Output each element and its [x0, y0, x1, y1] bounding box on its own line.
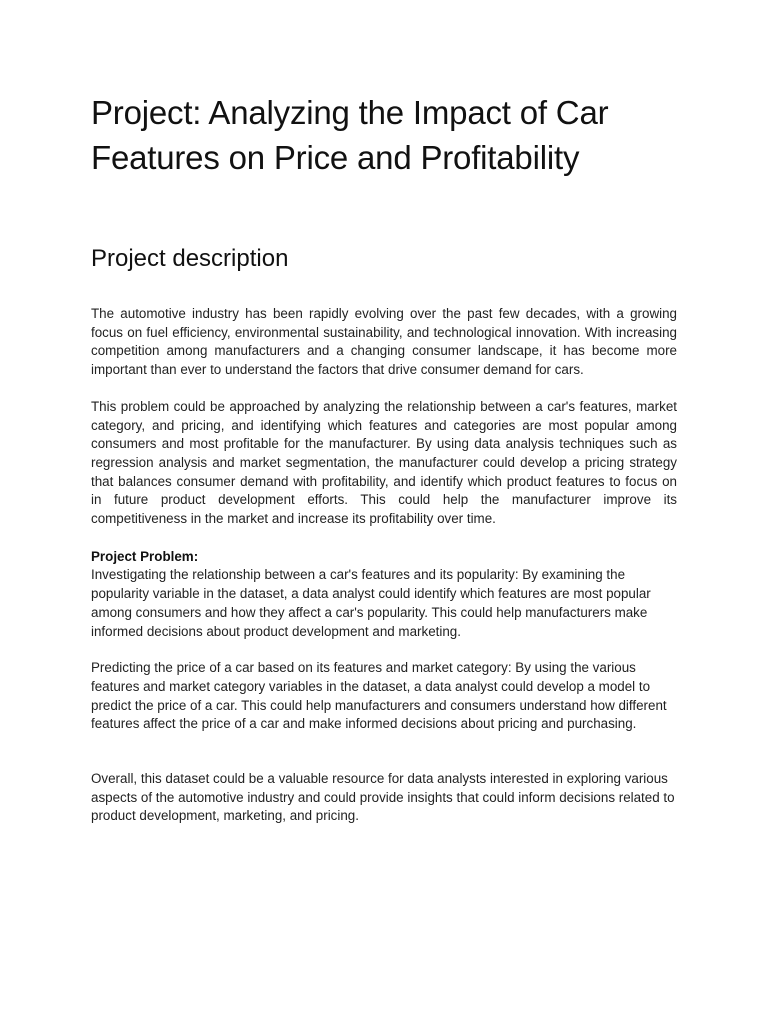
- paragraph-problem-popularity: Investigating the relationship between a car's features and its popularity: By examining the popularity variable in the dataset, a data analyst could identify which features are most popular among consumers and how they affect a car's popularity. This could help manufacturers make informed decisions about product development and marketing.: [91, 567, 651, 639]
- paragraph-intro: The automotive industry has been rapidly evolving over the past few decades, with a growing focus on fuel efficiency, environmental sustainability, and technological innovation. With increasing competition among manufacturers and a changing consumer landscape, it has become more important than ever to understand the factors that drive consumer demand for cars.: [91, 306, 677, 378]
- paragraph-problem-price: Predicting the price of a car based on its features and market category: By using the various features and market category variables in the dataset, a data analyst could develop a model to predict the price of a car. This could help manufacturers and consumers understand how different features affect the price of a car and make informed decisions about pricing and purchasing.: [91, 660, 667, 732]
- paragraph-overall: Overall, this dataset could be a valuable resource for data analysts interested in exploring various aspects of the automotive industry and could provide insights that could inform decisions related to product development, marketing, and pricing.: [91, 771, 675, 824]
- paragraph-approach: This problem could be approached by analyzing the relationship between a car's features, market category, and pricing, and identifying which features and categories are most popular among consumers and most profitable for the manufacturer. By using data analysis techniques such as regression analysis and market segmentation, the manufacturer could develop a pricing strategy that balances consumer demand with profitability, and identify which product features to focus on in future product development efforts. This could help the manufacturer improve its competitiveness in the market and increase its profitability over time.: [91, 398, 677, 527]
- section-heading-project-description: Project description: [91, 245, 289, 272]
- document-title: Project: Analyzing the Impact of Car Features on Price and Profitability: [91, 94, 609, 176]
- project-problem-label: Project Problem:: [91, 548, 199, 564]
